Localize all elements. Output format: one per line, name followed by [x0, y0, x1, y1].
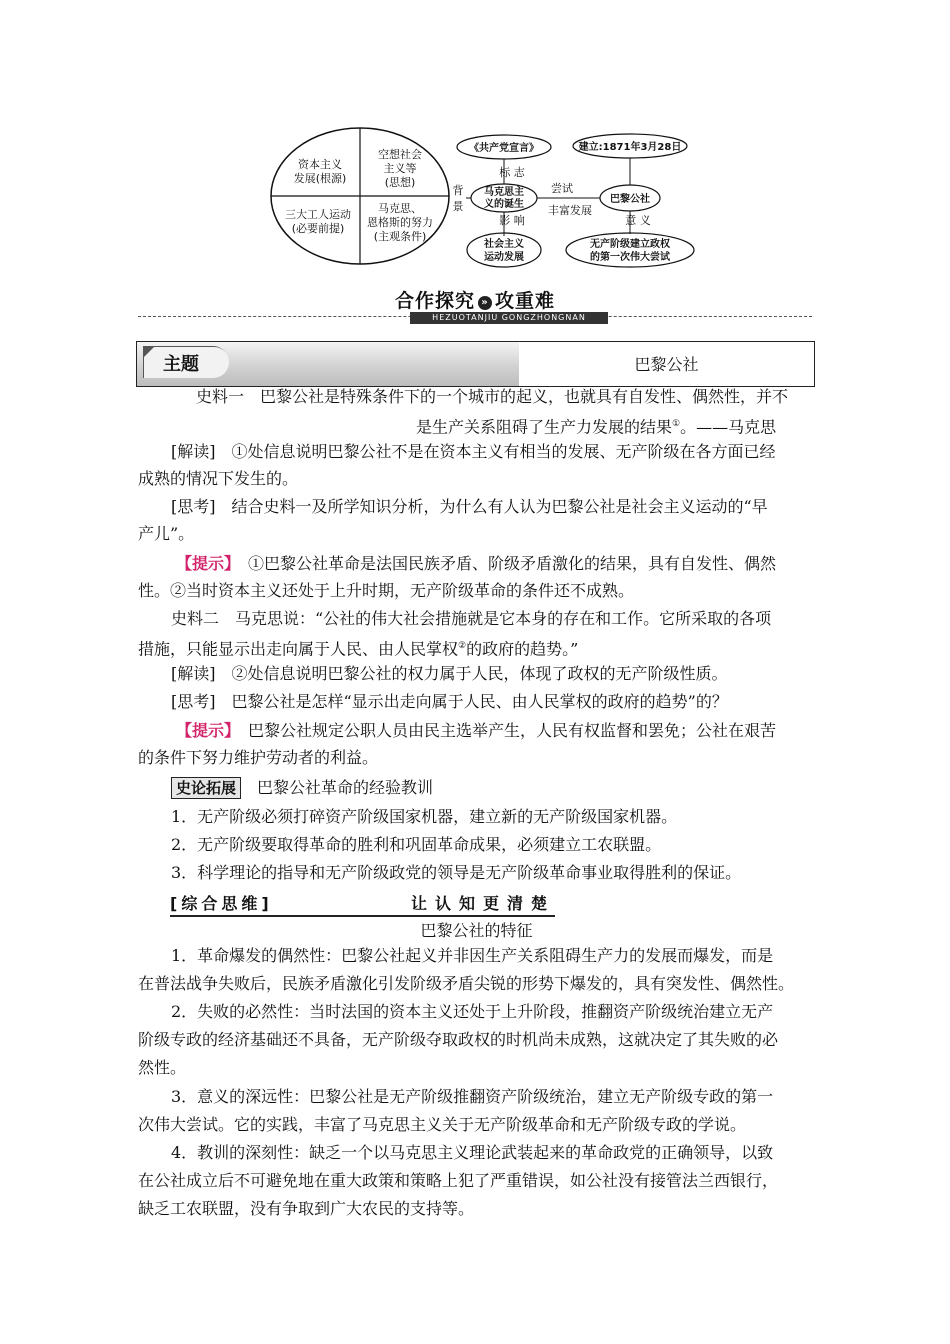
circle-br-2: 恩格斯的努力: [367, 216, 433, 229]
hint1-line1: 【提示】 ①巴黎公社革命是法国民族矛盾、阶级矛盾激化的结果，具有自发性、偶然: [176, 554, 777, 573]
synthesis-header: [170, 891, 555, 917]
significance-node-1: 无产阶级建立政权: [590, 239, 670, 250]
interpret2: [解读] ②处信息说明巴黎公社的权力属于人民，体现了政权的无产阶级性质。: [171, 664, 728, 683]
think1-line1: [思考] 结合史料一及所学知识分析，为什么有人认为巴黎公社是社会主义运动的“早: [171, 497, 768, 516]
interpret1-line2: 成熟的情况下发生的。: [138, 469, 299, 488]
extension-item-3: 3．科学理论的指导和无产阶级政党的领导是无产阶级革命事业取得胜利的保证。: [171, 863, 742, 882]
banner-arrow-icon: »: [478, 296, 492, 310]
banner-subtitle: HEZUOTANJIU GONGZHONGNAN: [410, 312, 608, 324]
think1-line2: 产儿”。: [138, 524, 195, 543]
hint2-line1: 【提示】 巴黎公社规定公职人员由民主选举产生，人民有权监督和罢免；公社在艰苦: [176, 721, 777, 740]
influence-label: 影 响: [499, 214, 525, 227]
meaning-label: 意 义: [625, 214, 651, 227]
extension-item-2: 2．无产阶级要取得革命的胜利和巩固革命成果，必须建立工农联盟。: [171, 835, 662, 854]
hint1-line2: 性。②当时资本主义还处于上升时期，无产阶级革命的条件还不成熟。: [138, 581, 635, 600]
feature4-line2: 在公社成立后不可避免地在重大政策和策略上犯了严重错误，如公社没有接管法兰西银行，: [138, 1171, 779, 1190]
feature2-line3: 然性。: [138, 1058, 187, 1077]
extension-tag: 史论拓展: [171, 777, 241, 799]
hint1-tag: 【提示】: [176, 554, 233, 573]
significance-node-2: 的第一次伟大尝试: [590, 252, 670, 263]
circle-tr-3: (思想): [384, 176, 416, 189]
concept-diagram: [270, 126, 710, 276]
source1-line2: 是生产关系阻碍了生产力发展的结果①。——马克思: [416, 417, 777, 437]
topic-tag: [143, 346, 229, 378]
sign-label: 标 志: [499, 166, 525, 179]
extension-item-1: 1．无产阶级必须打碎资产阶级国家机器，建立新的无产阶级国家机器。: [171, 807, 678, 826]
birth-node-1: 马克思主: [484, 187, 524, 198]
topic-value: 巴黎公社: [634, 355, 699, 374]
hint2-tag: 【提示】: [176, 721, 233, 740]
commune-node: 巴黎公社: [610, 194, 650, 205]
topic-left-panel: [137, 342, 519, 386]
circle-bl-1: 三大工人运动: [285, 208, 351, 221]
source2-line2: 措施，只能显示出走向属于人民、由人民掌权②的政府的趋势。”: [138, 639, 579, 659]
topic-tag-label: 主题: [163, 354, 199, 375]
feature3-line2: 次伟大尝试。它的实践，丰富了马克思主义关于无产阶级革命和无产阶级专政的学说。: [138, 1115, 747, 1134]
circle-tr-1: 空想社会: [378, 148, 422, 161]
circle-br-1: 马克思、: [378, 202, 422, 215]
concept-map: [270, 126, 710, 276]
enrich-label: 丰富发展: [548, 204, 592, 217]
feature2-line1: 2．失败的必然性：当时法国的资本主义还处于上升阶段，推翻资产阶级统治建立无产: [171, 1002, 774, 1021]
banner-title-left: 合作探究: [394, 290, 475, 312]
hint2-line2: 的条件下努力维护劳动者的利益。: [138, 748, 379, 767]
feature4-line3: 缺乏工农联盟，没有争取到广大农民的支持等。: [138, 1199, 475, 1218]
circle-tr-2: 主义等: [383, 162, 417, 175]
topic-box: [136, 341, 815, 387]
background-label-2: 景: [452, 200, 464, 213]
feature1-line2: 在普法战争失败后，民族矛盾激化引发阶级矛盾尖锐的形势下爆发的，具有突发性、偶然性。: [138, 974, 795, 993]
banner-title-right: 攻重难: [495, 290, 556, 312]
think2: [思考] 巴黎公社是怎样“显示出走向属于人民、由人民掌权的政府的趋势”的？: [171, 692, 728, 711]
banner-title: [138, 286, 812, 313]
founded-node: 建立:1871年3月28日: [578, 142, 682, 153]
circle-bl-2: (必要前提): [291, 222, 345, 235]
source1-line1: 史料一 巴黎公社是特殊条件下的一个城市的起义，也就具有自发性、偶然性，并不: [196, 387, 789, 406]
extension-heading: 史论拓展 巴黎公社革命的经验教训: [171, 773, 433, 803]
synthesis-label: [综合思维]: [170, 894, 273, 913]
feature3-line1: 3．意义的深远性：巴黎公社是无产阶级推翻资产阶级统治，建立无产阶级专政的第一: [171, 1087, 774, 1106]
feature4-line1: 4．教训的深刻性：缺乏一个以马克思主义理论武装起来的革命政党的正确领导，以致: [171, 1143, 774, 1162]
socialist-node-2: 运动发展: [484, 252, 524, 263]
corner-mark-icon: [143, 346, 155, 358]
birth-node-2: 义的诞生: [484, 199, 524, 210]
feature1-line1: 1．革命爆发的偶然性：巴黎公社起义并非因生产关系阻碍生产力的发展而爆发，而是: [171, 946, 774, 965]
feature-title: 巴黎公社的特征: [420, 921, 533, 940]
section-banner: [138, 284, 812, 328]
manifesto-node: 《共产党宣言》: [469, 143, 539, 154]
synthesis-slogan: 让认知更清楚: [410, 894, 555, 913]
try-label: 尝试: [551, 182, 573, 195]
feature2-line2: 阶级专政的经济基础还不具备，无产阶级夺取政权的时机尚未成熟，这就决定了其失败的必: [138, 1030, 779, 1049]
circle-tl-2: 发展(根源): [293, 172, 347, 185]
source2-line1: 史料二 马克思说：“公社的伟大社会措施就是它本身的存在和工作。它所采取的各项: [171, 609, 772, 628]
circle-tl-1: 资本主义: [298, 158, 342, 171]
circle-br-3: (主观条件): [373, 230, 427, 243]
background-label-1: 背: [452, 184, 464, 197]
interpret1-line1: [解读] ①处信息说明巴黎公社不是在资本主义有相当的发展、无产阶级在各方面已经: [171, 442, 776, 461]
socialist-node-1: 社会主义: [484, 239, 524, 250]
